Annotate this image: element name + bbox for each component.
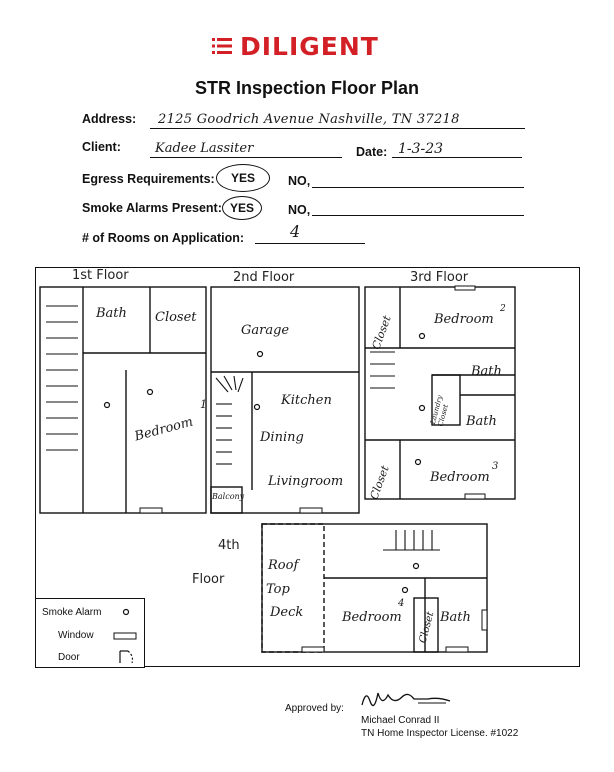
room-label: Deck (270, 605, 304, 620)
room-label: Bath (440, 610, 471, 625)
floor-2-label: 2nd Floor (233, 270, 295, 285)
window-icon (114, 633, 136, 639)
room-label: Bedroom (430, 470, 490, 485)
rooms-label: # of Rooms on Application: (82, 231, 245, 245)
floor-3-label: 3rd Floor (410, 270, 469, 285)
room-label: Bedroom (434, 312, 494, 327)
room-label: Livingroom (268, 474, 344, 489)
room-label: Closet (369, 313, 394, 352)
inspector-license: TN Home Inspector License. #1022 (361, 728, 519, 739)
signature-icon (358, 683, 458, 715)
approved-by-label: Approved by: (285, 703, 344, 714)
rooms-value: 4 (290, 222, 301, 241)
floor-4-label-b: Floor (192, 572, 225, 587)
smoke-yes-circled: YES (222, 196, 262, 220)
address-label: Address: (82, 112, 137, 126)
smoke-label: Smoke Alarms Present: (82, 201, 222, 215)
page-title: STR Inspection Floor Plan (194, 78, 419, 98)
floor-4-label-a: 4th (218, 538, 240, 553)
room-label: Garage (241, 323, 290, 338)
room-label: Roof (268, 558, 299, 573)
legend-door-label: Door (58, 652, 80, 663)
date-value: 1-3-23 (398, 141, 444, 157)
room-label: Closet (367, 463, 392, 502)
room-label: Balcony (212, 492, 245, 501)
address-value: 2125 Goodrich Avenue Nashville, TN 37218 (158, 112, 460, 127)
smoke-no-label: NO, (288, 203, 311, 217)
client-value: Kadee Lassiter (155, 141, 254, 156)
room-number: 4 (398, 598, 405, 609)
legend-box (35, 598, 145, 668)
room-label: Closet (155, 310, 197, 325)
room-number: 3 (492, 461, 499, 472)
room-label: Bath (96, 306, 127, 321)
room-number: 2 (500, 304, 506, 314)
client-label: Client: (82, 140, 121, 154)
legend-window-label: Window (58, 630, 94, 641)
room-label: Kitchen (281, 393, 332, 408)
inspector-name: Michael Conrad II (361, 715, 440, 726)
smoke-alarm-icon (124, 610, 129, 615)
room-label: Bath (471, 364, 502, 379)
room-label: Dining (260, 430, 304, 445)
room-label: Bedroom (133, 414, 195, 445)
door-icon (120, 651, 133, 663)
legend-smoke-alarm-label: Smoke Alarm (42, 607, 102, 618)
egress-no-label: NO, (288, 174, 311, 188)
room-label: Laundry Closet (428, 394, 451, 428)
egress-label: Egress Requirements: (82, 172, 215, 186)
egress-yes-circled: YES (216, 164, 270, 192)
floor-1-label: 1st Floor (72, 268, 129, 283)
room-label: Top (266, 582, 290, 597)
room-label: Closet (417, 610, 437, 645)
date-label: Date: (356, 145, 388, 159)
legend-symbols (36, 599, 144, 667)
room-label: Bath (466, 414, 497, 429)
room-number: 1 (200, 398, 207, 411)
brand-name: DILIGENT (240, 31, 379, 61)
room-label: Bedroom (342, 610, 402, 625)
